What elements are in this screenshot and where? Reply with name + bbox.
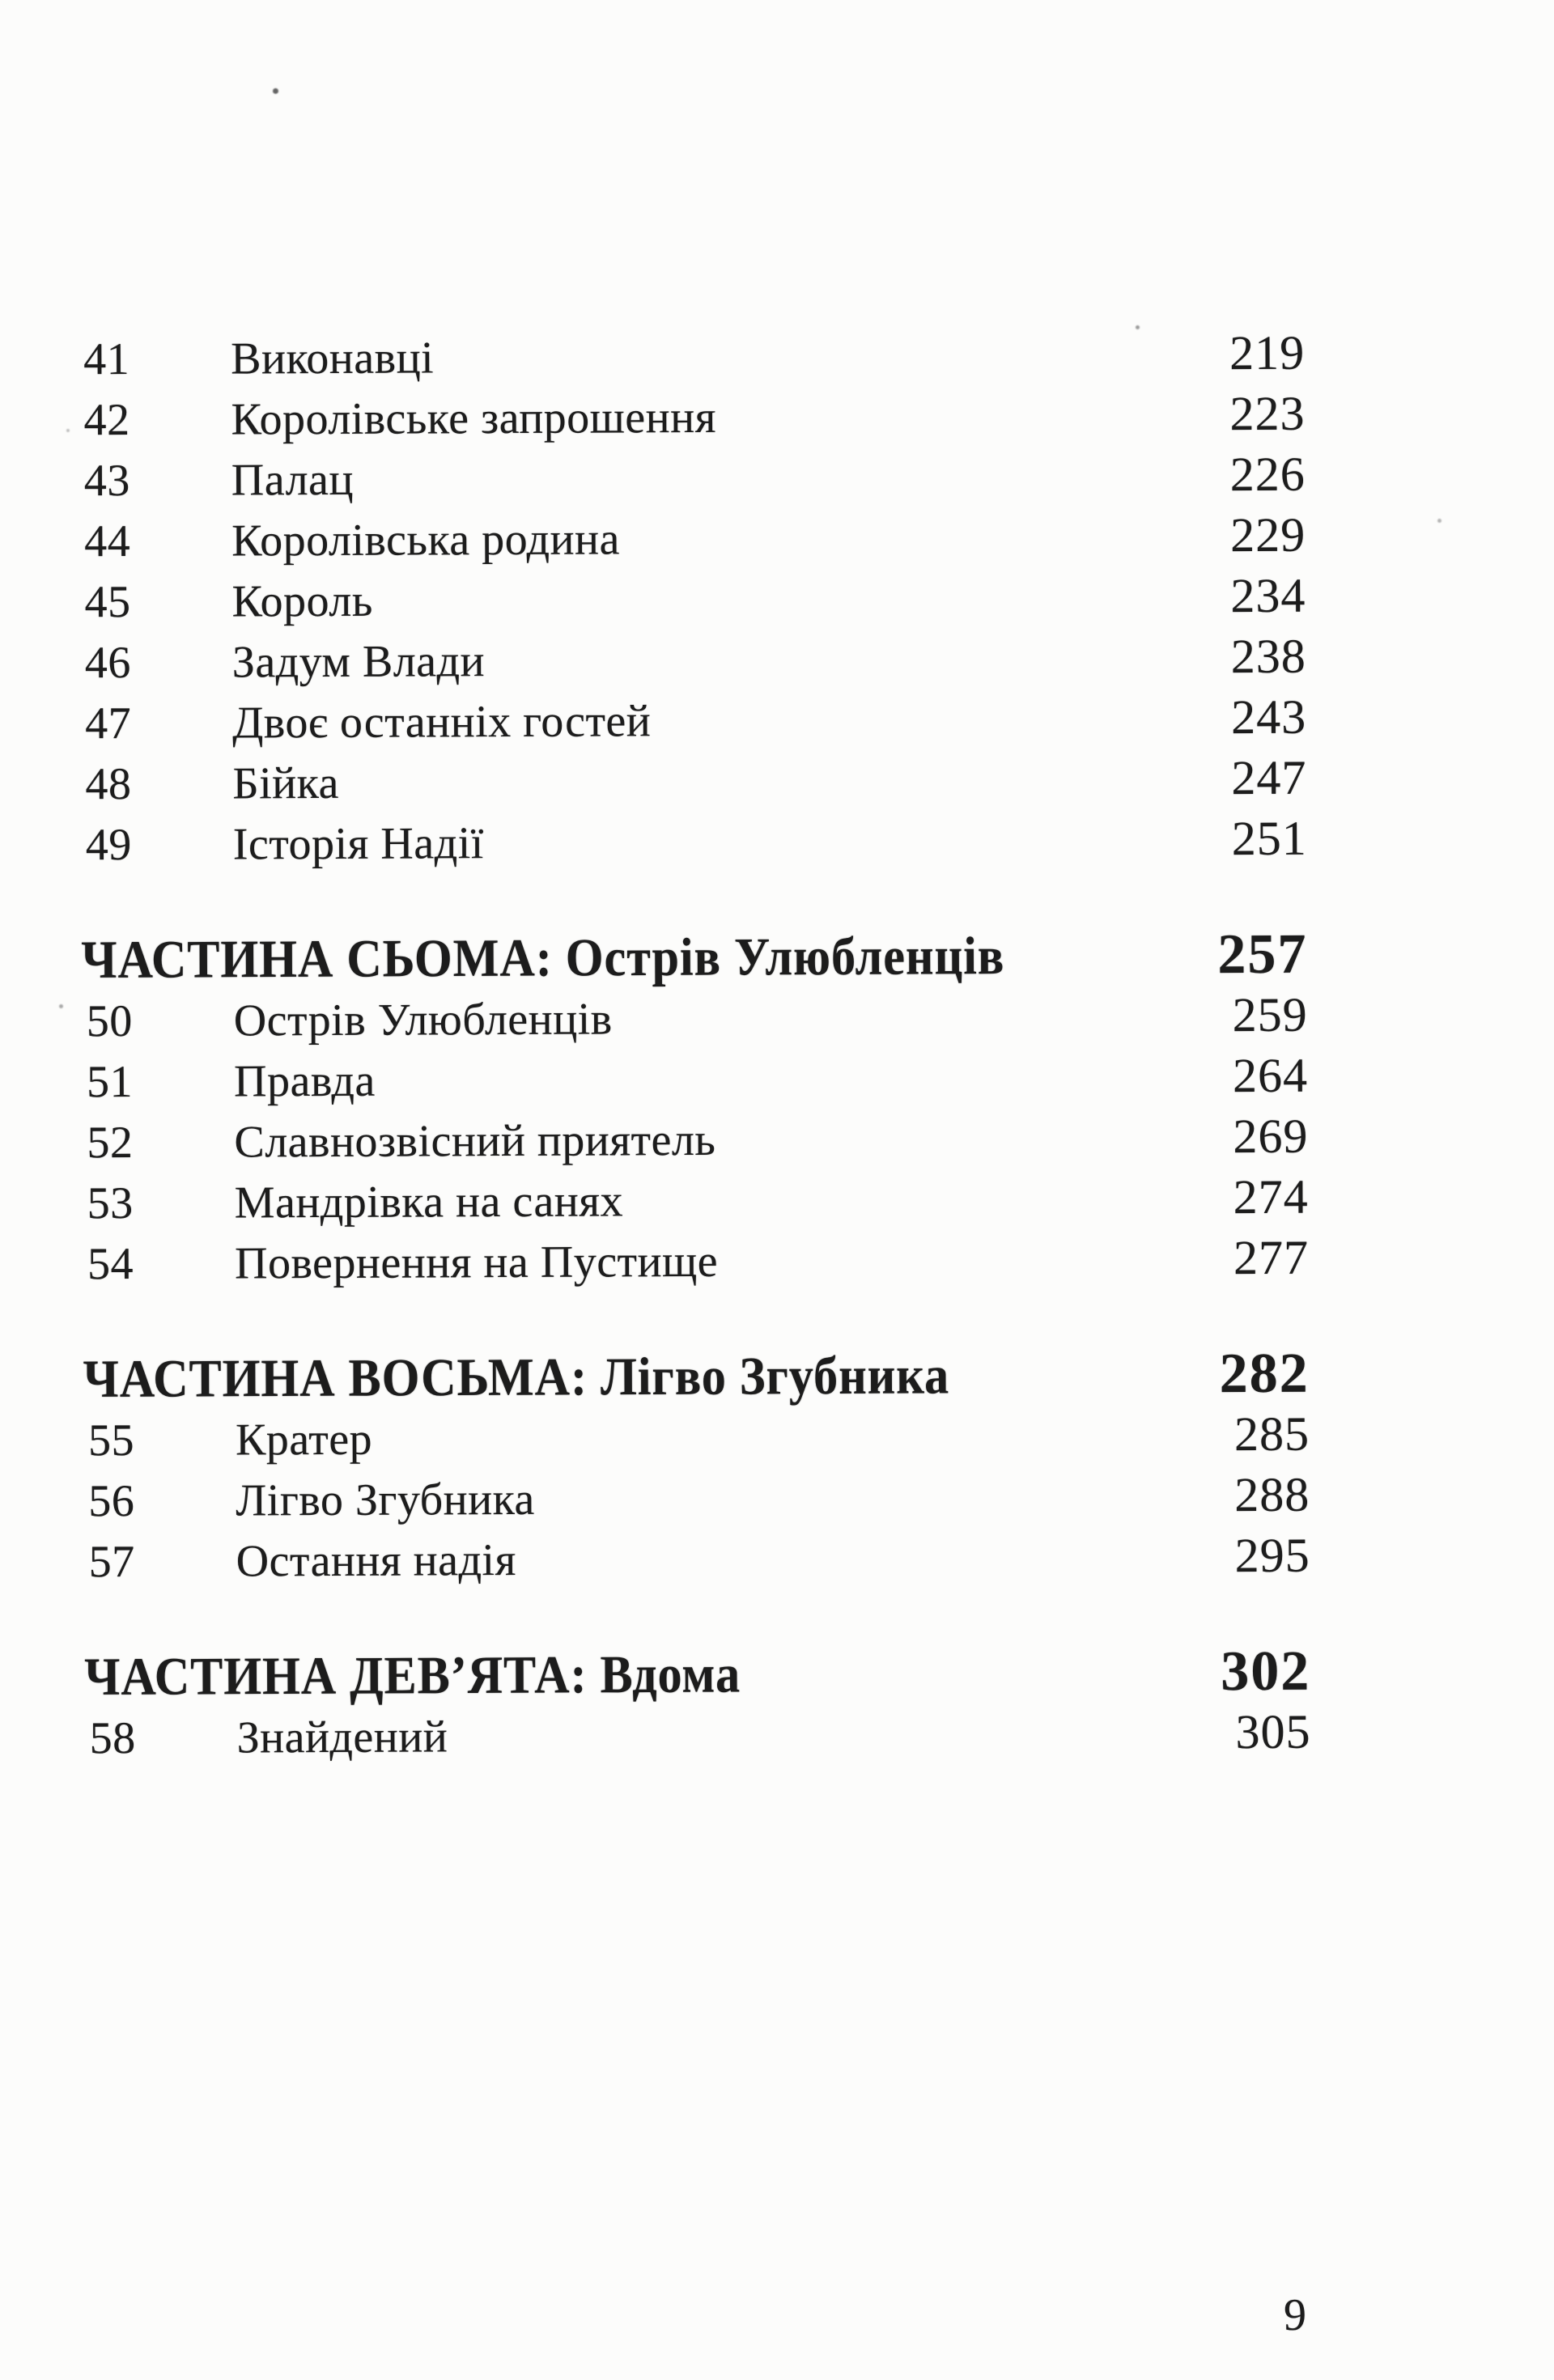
chapter-title: Палац [231,454,355,506]
chapter-number: 53 [87,1178,134,1229]
chapter-number: 43 [83,456,130,507]
chapter-page-number: 259 [1232,987,1308,1042]
part-heading-row [83,1343,1310,1410]
chapter-title: Повернення на Пустище [234,1236,719,1289]
part-page-number: 302 [1221,1640,1311,1703]
chapter-title: Лігво Згубника [236,1474,535,1526]
chapter-number: 45 [84,577,131,628]
toc-entry-row [84,505,1306,571]
chapter-number: 46 [84,638,131,689]
chapter-page-number: 243 [1230,689,1307,745]
chapter-page-number: 305 [1235,1704,1311,1759]
toc-entry-row [84,444,1306,511]
part-page-number: 282 [1219,1342,1310,1406]
toc-entry-row [87,985,1308,1051]
chapter-page-number: 285 [1233,1406,1310,1462]
chapter-title: Королівська родина [231,514,621,566]
chapter-title: Виконавці [231,333,435,384]
chapter-number: 50 [86,996,133,1047]
part-heading-row [84,1641,1310,1708]
chapter-number: 52 [87,1118,134,1169]
toc-entry-row [87,1106,1308,1173]
part-heading-label: ЧАСТИНА СЬОМА: Острів Улюбленців [81,927,1005,991]
chapter-page-number: 274 [1233,1169,1309,1224]
scan-speck [66,429,70,432]
page-number: 9 [1284,2290,1306,2340]
chapter-number: 51 [86,1057,134,1108]
scan-speck [59,1004,63,1008]
chapter-number: 48 [85,759,132,810]
scan-speck [273,88,278,94]
chapter-number: 56 [88,1476,135,1527]
chapter-number: 55 [87,1415,135,1466]
toc-entry-row [83,323,1305,389]
chapter-page-number: 223 [1229,386,1306,441]
chapter-page-number: 264 [1232,1048,1309,1103]
scan-speck [1437,519,1441,523]
chapter-number: 41 [83,334,130,385]
chapter-page-number: 251 [1231,811,1307,866]
chapter-page-number: 247 [1231,750,1307,805]
toc-entry-row [87,1167,1309,1233]
chapter-page-number: 226 [1229,447,1306,502]
chapter-page-number: 234 [1230,568,1306,623]
chapter-number: 42 [83,395,130,446]
chapter-title: Славнозвісний приятель [234,1114,716,1168]
chapter-number: 47 [85,698,132,749]
toc-entry-row [84,566,1306,632]
part-heading-label: ЧАСТИНА ВОСЬМА: Лігво Згубника [83,1346,950,1410]
toc-entry-row [85,626,1306,693]
toc-entry-row [87,1228,1309,1294]
scan-speck [1136,325,1140,329]
chapter-page-number: 269 [1233,1109,1309,1164]
toc-entry-row [88,1404,1310,1470]
chapter-title: Остання надія [236,1534,516,1587]
chapter-number: 58 [89,1713,136,1764]
toc-entry-row [88,1465,1310,1531]
chapter-page-number: 288 [1234,1467,1310,1522]
toc-entry-row [87,1046,1308,1112]
chapter-number: 54 [87,1239,134,1290]
chapter-page-number: 238 [1230,629,1306,684]
toc-entry-row [89,1702,1310,1768]
part-page-number: 257 [1217,923,1308,986]
chapter-title: Знайдений [236,1712,448,1763]
chapter-title: Задум Влади [231,636,486,688]
chapter-page-number: 295 [1234,1528,1310,1583]
chapter-page-number: 277 [1233,1230,1310,1285]
chapter-title: Правда [233,1055,376,1107]
chapter-title: Королівське запрошення [231,392,717,445]
table-of-contents [83,323,1311,1768]
chapter-title: Мандрівка на санях [234,1176,624,1228]
chapter-number: 44 [84,516,131,567]
chapter-title: Король [231,575,373,627]
toc-entry-row [86,808,1307,875]
chapter-page-number: 219 [1229,325,1306,380]
toc-entry-row [85,748,1306,814]
chapter-title: Історія Надії [232,818,484,870]
part-heading-label: ЧАСТИНА ДЕВ’ЯТА: Вдома [84,1644,741,1708]
chapter-number: 49 [85,820,132,871]
chapter-title: Острів Улюбленців [233,994,613,1046]
chapter-number: 57 [88,1537,135,1588]
toc-entry-row [83,384,1305,450]
toc-entry-row [85,687,1306,753]
chapter-title: Кратер [235,1414,373,1466]
chapter-page-number: 229 [1229,507,1306,562]
toc-entry-row [88,1525,1310,1592]
chapter-title: Двоє останніх гостей [232,696,652,749]
part-heading-row [81,924,1307,991]
chapter-title: Бійка [232,757,340,809]
